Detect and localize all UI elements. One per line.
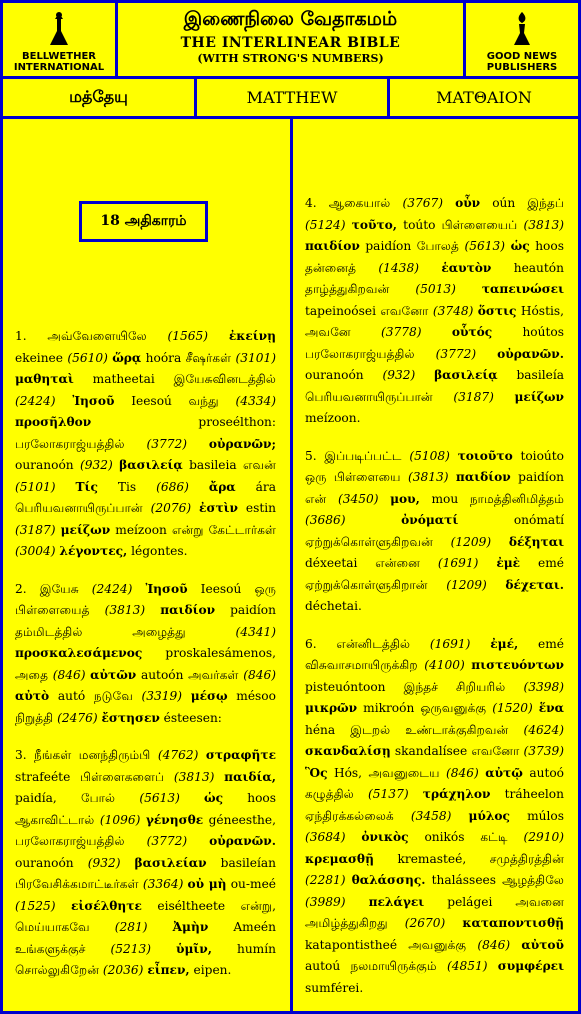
verse-text: ekeinee: [15, 350, 68, 365]
verse-text: 2. இயேசு: [15, 581, 92, 596]
verse-text: thalássees ஆழத்திலே: [425, 873, 564, 887]
verse-text: ouranoón: [305, 368, 383, 382]
greek-word: ἄρα: [208, 479, 236, 494]
strongs-number: (2424): [91, 581, 146, 596]
greek-word: Τίς: [75, 479, 98, 494]
strongs-number: (2476): [57, 710, 102, 725]
verse-text: onómatí ஏற்றுக்கொள்ளுகிறவன்: [305, 513, 564, 549]
greek-word: παιδίον: [305, 239, 360, 253]
verse-text: pisteuóntoon இந்தச் சிறியரில்: [305, 679, 524, 694]
greek-word: ἔστησεν: [101, 710, 160, 725]
verse-text: géneesthe, பரலோகராஜ்யத்தில்: [15, 812, 276, 848]
verse: [305, 446, 564, 618]
greek-word: αὐτὸ: [15, 689, 50, 703]
strongs-number: (3748): [432, 303, 478, 318]
verse-text: katapontistheé அவனுக்கு: [305, 937, 478, 952]
strongs-number: (1565): [167, 329, 229, 343]
greek-word: παιδίον: [160, 603, 216, 617]
greek-word: βασιλείᾳ: [119, 458, 183, 472]
verse-text: déxeetai என்னை: [305, 556, 438, 570]
bellwether-logo-line1: BELLWETHER: [21, 50, 96, 62]
strongs-number: (846): [477, 937, 522, 952]
strongs-number: (3739): [523, 744, 564, 758]
greek-word: ὀνικὸς: [361, 830, 409, 844]
strongs-number: (3101): [235, 350, 277, 365]
strongs-number: (3187): [15, 522, 61, 537]
greek-word: τράχηλον: [422, 787, 491, 801]
strongs-number: (4762): [157, 748, 206, 762]
verse-text: 3. நீங்கள் மனந்திரும்பி: [15, 748, 158, 762]
greek-word: προσῆλθον: [15, 415, 92, 429]
verse-text: ou-meé: [226, 877, 276, 891]
greek-word: αὐτῶν: [90, 667, 137, 682]
verse-text: oún இந்தப்: [480, 196, 564, 210]
verse-text: hoóra சீஷர்கள்: [141, 350, 236, 365]
strongs-number: (3767): [402, 196, 456, 210]
greek-word: δέξηται: [508, 534, 564, 549]
verse: [305, 634, 564, 1000]
strongs-number: (3989): [305, 894, 369, 909]
subtitle: (WITH STRONG'S NUMBERS): [197, 52, 384, 65]
verse-text: paidía, போல்: [15, 791, 140, 805]
strongs-number: (5137): [368, 787, 423, 801]
greek-word: οὖν: [455, 196, 481, 210]
greek-word: μείζων: [514, 389, 564, 404]
strongs-number: (1520): [492, 701, 539, 715]
greek-word: ἐμέ,: [490, 636, 519, 651]
strongs-number: (3772): [435, 346, 498, 361]
verse-text: toúto பிள்ளையைப்: [397, 217, 524, 232]
verse-text: Tis: [97, 479, 157, 494]
strongs-number: (4334): [235, 393, 277, 408]
strongs-number: (2424): [15, 393, 73, 408]
title-english: THE INTERLINEAR BIBLE: [180, 35, 401, 51]
title-block: [115, 0, 466, 79]
greek-word: τοιοῦτο: [457, 448, 513, 463]
verse-text: emé ஏற்றுக்கொள்ளுகிறான்: [305, 556, 564, 592]
greek-word: μαθηταὶ: [15, 372, 74, 386]
strongs-number: (281): [114, 920, 173, 934]
right-column: [290, 116, 581, 1014]
strongs-number: (5613): [464, 239, 511, 253]
verse-text: proskalesámenos, அதை: [15, 646, 276, 682]
strongs-number: (3319): [141, 689, 191, 703]
verse-text: héna இடறல் உண்டாக்குகிறவன்: [305, 722, 524, 737]
greek-word: σκανδαλίσῃ: [305, 744, 391, 758]
left-verses: [15, 326, 276, 982]
greek-word: βασιλείαν: [134, 855, 207, 870]
verse-text: hoos தன்னைத்: [305, 239, 564, 275]
greek-word: καταποντισθῇ: [462, 916, 564, 930]
greek-word: εἰσέλθητε: [71, 898, 142, 913]
verse-text: mou நாமத்தினிமித்தம்: [419, 491, 565, 506]
strongs-number: (686): [156, 479, 209, 494]
verse-text: autoón அவர்கள்: [136, 667, 244, 682]
verse-text: ára பெரியவனாயிருப்பான்: [15, 479, 277, 515]
strongs-number: (2670): [404, 916, 463, 930]
verse-text: basileían பிரவேசிக்கமாட்டீர்கள்: [15, 855, 276, 891]
verse-text: ouranoón: [15, 458, 81, 472]
verse-text: Ieesoú ஒரு பிள்ளையைத்: [15, 581, 276, 617]
greek-word: ὑμῖν,: [176, 941, 213, 956]
verse-text: múlos: [509, 808, 564, 823]
greek-word: ὀνόματί: [401, 513, 459, 527]
greek-word: οὐρανῶν;: [208, 436, 276, 451]
greek-word: λέγοντες,: [59, 544, 128, 558]
strongs-number: (3778): [380, 325, 452, 339]
book-name-english: MATTHEW: [194, 76, 390, 119]
verse-text: heautón தாழ்த்துகிறவன்: [305, 260, 564, 296]
verse-text: proseélthon: பரலோகராஜ்யத்தில்: [15, 415, 276, 451]
verse-text: eiséltheete என்று, மெய்யாகவே: [15, 898, 276, 934]
verse-text: autoó கழுத்தில்: [305, 765, 565, 801]
verse-text: skandalísee எவனோ: [390, 744, 524, 758]
strongs-number: (5013): [415, 282, 482, 296]
verse: [15, 579, 276, 730]
book-name-greek: MATΘAION: [387, 76, 581, 119]
strongs-number: (4851): [447, 959, 498, 973]
greek-word: ὡς: [204, 791, 224, 805]
strongs-number: (5124): [305, 217, 352, 232]
strongs-number: (846): [52, 667, 91, 682]
greek-word: οὗτός: [451, 325, 493, 339]
strongs-number: (5613): [139, 791, 205, 805]
verse-text: Ameén உங்களுக்குச்: [15, 920, 276, 956]
greek-word: οὐρανῶν.: [209, 834, 276, 848]
verse-text: mikroón ஒருவனுக்கு: [357, 701, 493, 715]
verse-text: hoos ஆகாவிட்டால்: [15, 791, 277, 827]
verse-text: paidíon போலத்: [359, 239, 465, 253]
greek-word: δέχεται.: [505, 577, 564, 592]
verse-text: 6. என்னிடத்தில்: [305, 636, 430, 651]
greek-word: μέσῳ: [190, 689, 228, 703]
greek-word: προσκαλεσάμενος: [15, 646, 143, 660]
verse-text: 5. இப்படிப்பட்ட: [305, 448, 410, 463]
good-news-logo: [463, 0, 581, 79]
strongs-number: (2076): [150, 501, 200, 515]
strongs-number: (3458): [410, 808, 469, 823]
verse-text: ésteesen:: [159, 710, 222, 725]
verse-text: strafeéte பிள்ளைகளைப்: [15, 769, 174, 784]
verse-text: 4. ஆகையால்: [305, 196, 403, 210]
verse-text: emé விசுவாசமாயிருக்கிற: [305, 636, 565, 672]
verse-text: paidíon தம்மிடத்தில் அழைத்து: [15, 603, 276, 639]
torch-icon: [505, 7, 539, 51]
verse: [305, 193, 564, 430]
verse-text: tráheelon ஏந்திரக்கல்லைக்: [305, 787, 564, 823]
strongs-number: (3686): [305, 513, 402, 527]
strongs-number: (3004): [15, 544, 60, 558]
strongs-number: (3398): [523, 679, 564, 694]
greek-word: παιδίον: [455, 470, 511, 484]
verse-text: eipen.: [189, 963, 232, 977]
verse-text: onikós கட்டி: [408, 830, 524, 844]
title-tamil: இணைநிலை வேதாகமம்: [183, 8, 398, 30]
verse-text: mésoo நிறுத்தி: [15, 689, 276, 725]
greek-word: ὅστις: [477, 303, 517, 318]
verse-text: tapeinoósei எவனோ: [305, 303, 433, 318]
verse-text: kremasteé, சமுத்திரத்தின்: [373, 851, 564, 866]
greek-word: αὐτῷ: [485, 765, 523, 780]
strongs-number: (5213): [110, 941, 177, 956]
strongs-number: (4100): [424, 658, 472, 672]
strongs-number: (2036): [102, 963, 148, 977]
greek-word: γένησθε: [145, 812, 204, 827]
verse-text: autó நடுவே: [49, 689, 142, 703]
strongs-number: (1096): [99, 812, 146, 827]
greek-word: εἶπεν,: [147, 963, 190, 977]
strongs-number: (1209): [450, 534, 509, 549]
greek-word: ἐκείνῃ: [228, 329, 276, 343]
greek-word: παιδία,: [224, 769, 277, 784]
strongs-number: (1525): [15, 898, 72, 913]
verse-text: humín சொல்லுகிறேன்: [15, 941, 276, 977]
greek-word: στραφῆτε: [205, 748, 276, 762]
strongs-number: (2281): [305, 873, 352, 887]
left-column: [0, 116, 293, 1014]
verse-text: meízoon என்று கேட்டார்கள்: [110, 522, 276, 537]
verse-text: hoútos பரலோகராஜ்யத்தில்: [305, 325, 564, 361]
good-news-logo-line2: PUBLISHERS: [486, 61, 558, 73]
bellwether-logo-line2: INTERNATIONAL: [13, 61, 105, 73]
greek-word: τοῦτο,: [351, 217, 398, 232]
greek-word: ἕνα: [538, 701, 564, 715]
greek-word: Ὃς: [305, 765, 328, 780]
verse-text: Hós, அவனுடைய: [327, 765, 446, 780]
strongs-number: (3813): [173, 769, 225, 784]
greek-word: Ἀμὴν: [172, 920, 209, 934]
greek-word: ταπεινώσει: [481, 282, 564, 296]
strongs-number: (3813): [407, 470, 456, 484]
greek-word: πελάγει: [368, 894, 425, 909]
greek-word: πιστευόντων: [471, 658, 564, 672]
good-news-logo-line1: GOOD NEWS: [486, 50, 558, 62]
strongs-number: (932): [382, 368, 435, 382]
greek-word: συμφέρει: [497, 959, 564, 973]
strongs-number: (1438): [378, 260, 442, 275]
greek-word: ὡς: [510, 239, 530, 253]
greek-word: αὐτοῦ: [521, 937, 564, 952]
greek-word: θαλάσσης.: [351, 873, 426, 887]
verse-text: autoú நலமாயிருக்கும்: [305, 959, 447, 973]
verse-text: estin: [238, 501, 276, 515]
verse-text: toioúto ஒரு பிள்ளையை: [305, 448, 564, 484]
strongs-number: (5108): [409, 448, 458, 463]
strongs-number: (3364): [142, 877, 188, 891]
greek-word: Ἰησοῦ: [145, 581, 188, 596]
strongs-number: (846): [446, 765, 486, 780]
strongs-number: (4341): [235, 624, 276, 639]
verse-text: paidíon என்: [305, 470, 564, 506]
greek-word: οὐρανῶν.: [497, 346, 564, 361]
strongs-number: (3450): [337, 491, 391, 506]
strongs-number: (3684): [305, 830, 362, 844]
verse-text: basileia எவன்: [182, 458, 276, 472]
strongs-number: (1691): [429, 636, 491, 651]
strongs-number: (3813): [523, 217, 564, 232]
strongs-number: (846): [243, 667, 276, 682]
greek-word: μύλος: [468, 808, 510, 823]
verse-text: Hóstis, அவனே: [305, 303, 564, 339]
greek-word: ὥρᾳ: [112, 350, 142, 365]
strongs-number: (3772): [146, 436, 209, 451]
verse-text: pelágei அவனை அமிழ்த்துகிறது: [305, 894, 564, 930]
verse-text: Ieesoú வந்து: [114, 393, 236, 408]
strongs-number: (932): [80, 458, 120, 472]
greek-word: Ἰησοῦ: [72, 393, 115, 408]
strongs-number: (5610): [67, 350, 113, 365]
chapter-heading: 18 அதிகாரம்: [79, 201, 208, 242]
verse-text: légontes.: [127, 544, 188, 558]
strongs-number: (3187): [453, 389, 515, 404]
greek-word: ἐμὲ: [496, 556, 521, 570]
greek-word: ἑαυτὸν: [441, 260, 492, 275]
greek-word: ἐστὶν: [199, 501, 238, 515]
strongs-number: (3772): [146, 834, 210, 848]
verse-text: ouranoón: [15, 855, 88, 870]
verse: [15, 745, 276, 982]
verse-text: basileía பெரியவனாயிருப்பான்: [305, 368, 564, 404]
greek-word: μου,: [390, 491, 420, 506]
strongs-number: (1209): [446, 577, 506, 592]
verse-text: 1. அவ்வேளையிலே: [15, 329, 168, 343]
bellwether-logo: [0, 0, 118, 79]
greek-word: μικρῶν: [305, 701, 358, 715]
strongs-number: (3813): [104, 603, 161, 617]
shepherd-icon: [42, 7, 76, 51]
greek-word: βασιλείᾳ: [434, 368, 498, 382]
strongs-number: (5101): [15, 479, 76, 494]
right-verses: [305, 193, 564, 999]
strongs-number: (4624): [523, 722, 564, 737]
greek-word: κρεμασθῇ: [305, 851, 374, 866]
strongs-number: (2910): [523, 830, 564, 844]
verse-text: meízoon.: [305, 411, 361, 425]
greek-word: οὐ μὴ: [187, 877, 227, 891]
book-name-tamil: மத்தேயு: [0, 76, 197, 119]
verse-text: sumférei.: [305, 980, 364, 995]
greek-word: μείζων: [60, 522, 111, 537]
verse-text: matheetai இயேசுவினடத்தில்: [73, 372, 276, 386]
strongs-number: (932): [87, 855, 135, 870]
strongs-number: (1691): [437, 556, 497, 570]
verse-text: déchetai.: [305, 599, 362, 613]
verse: [15, 326, 276, 563]
